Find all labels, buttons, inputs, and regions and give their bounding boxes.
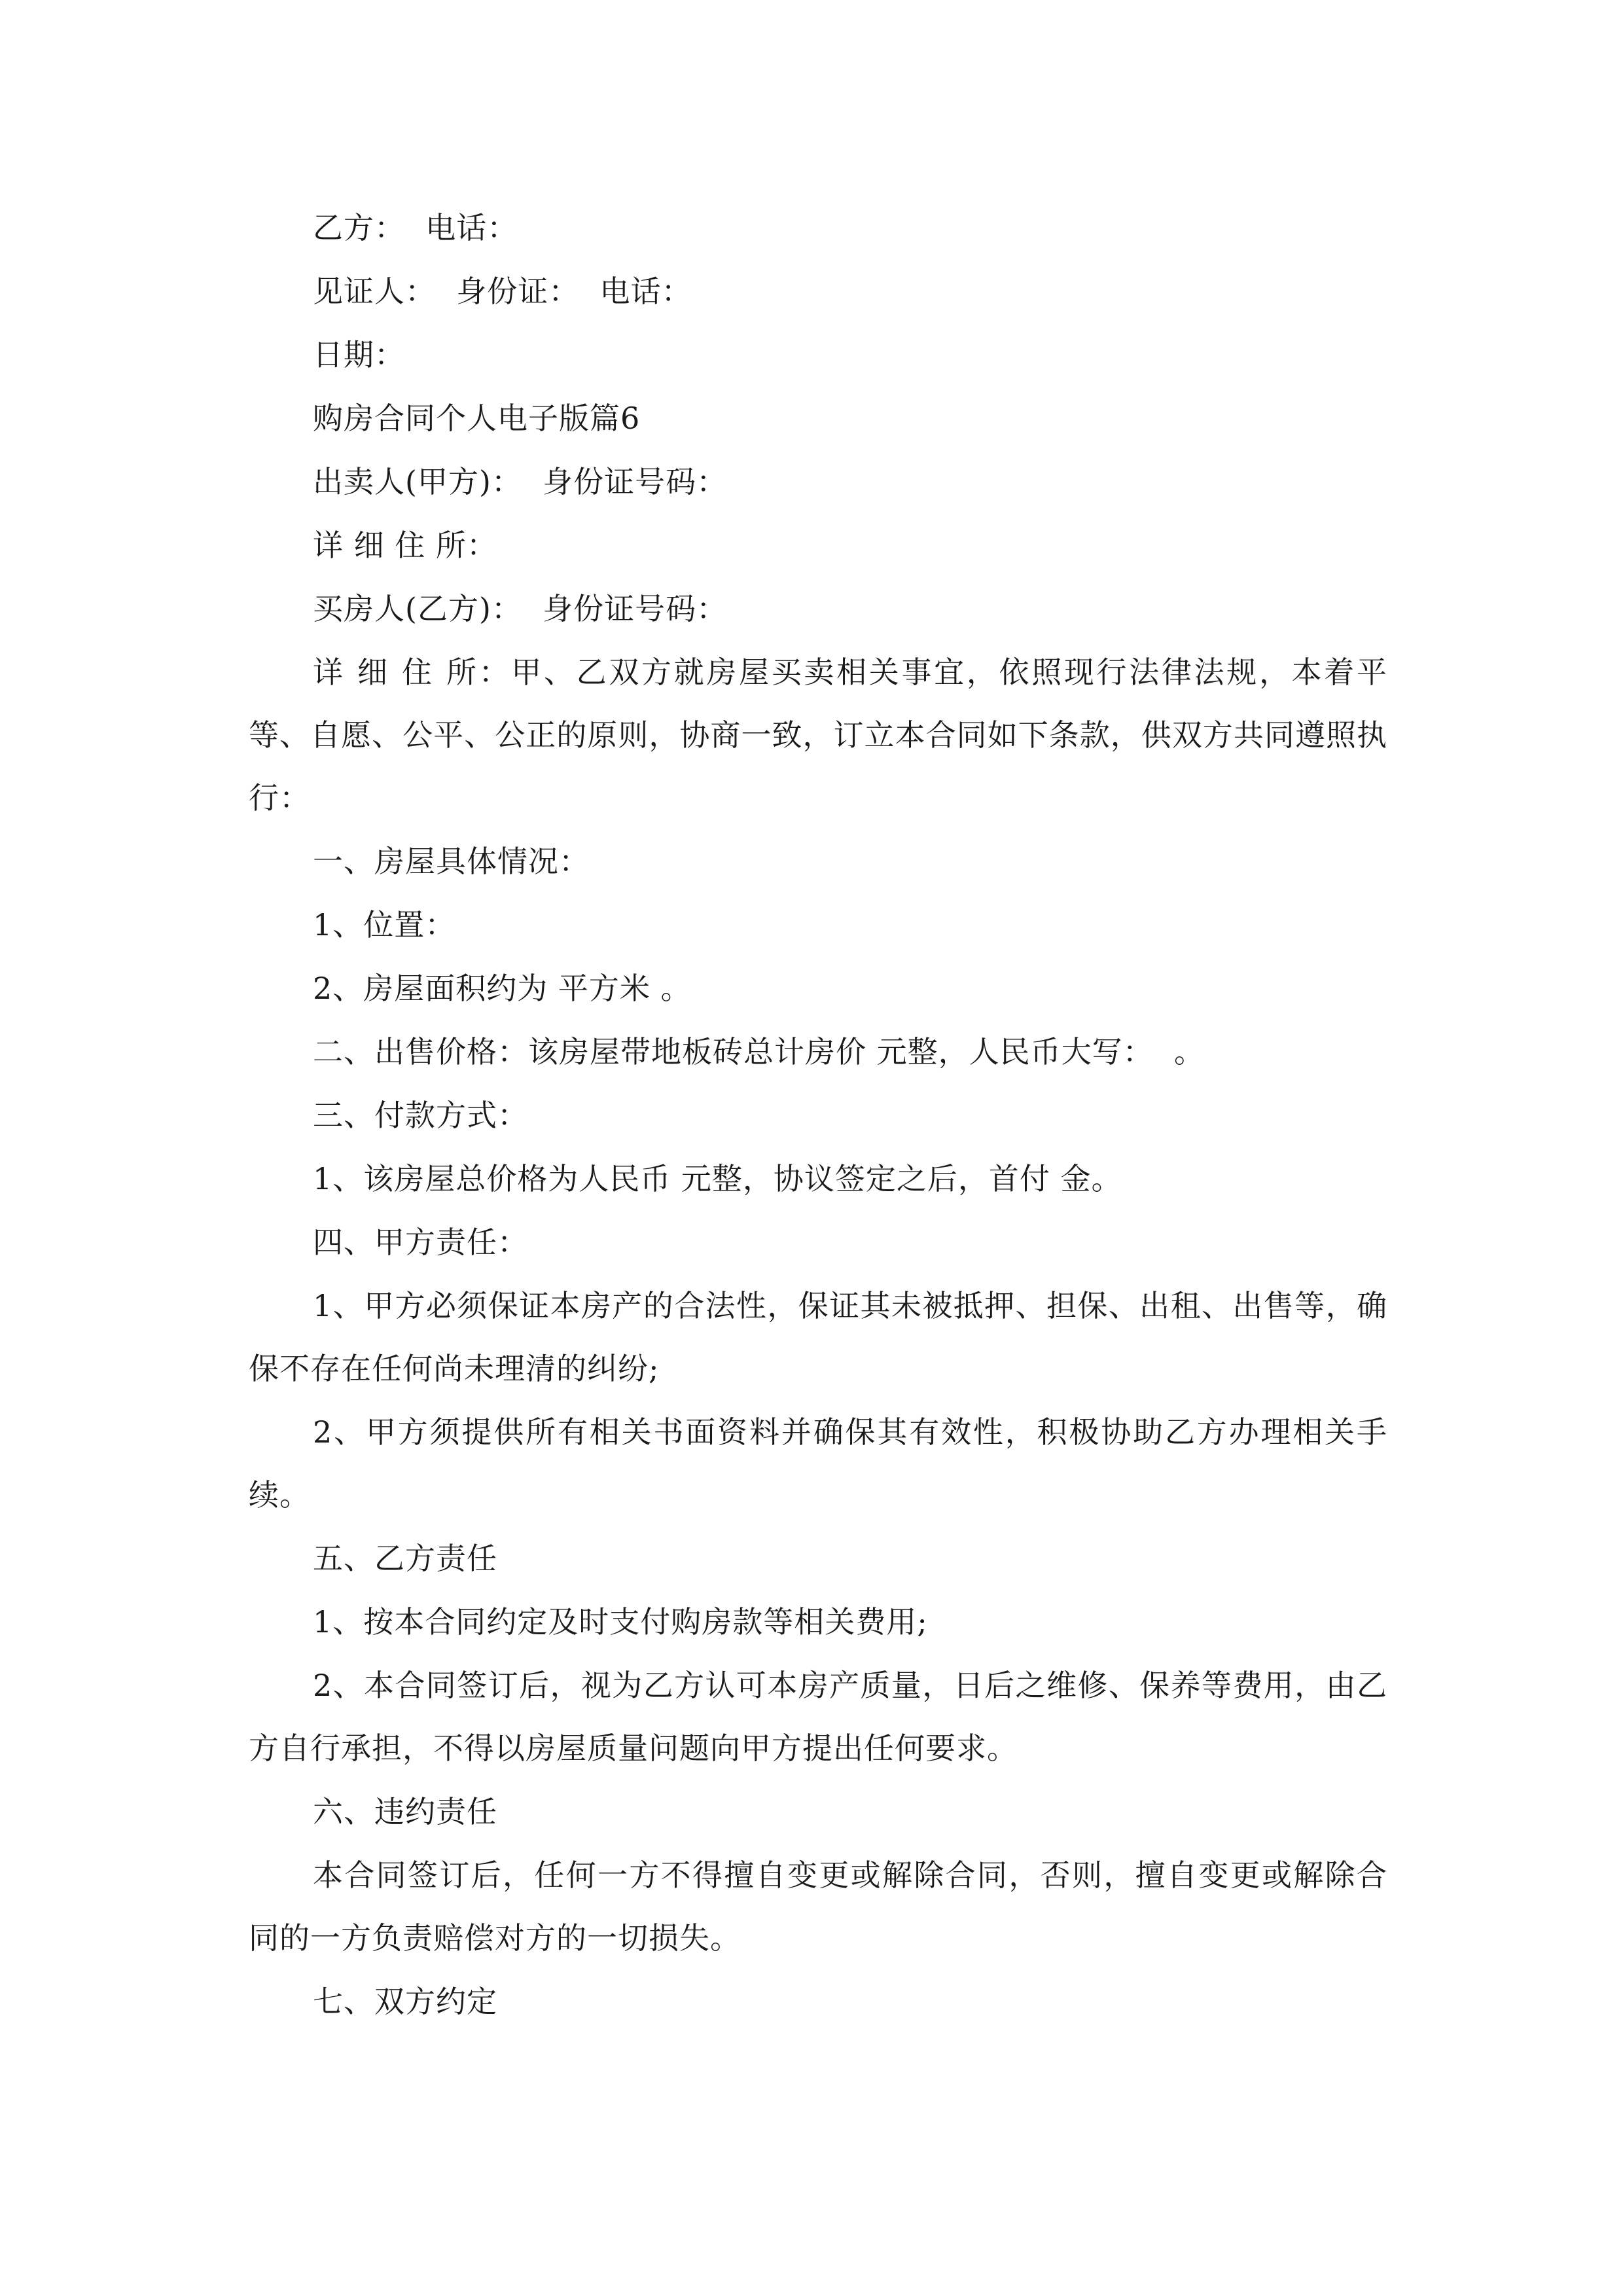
clause-item: 1、甲方必须保证本房产的合法性，保证其未被抵押、担保、出租、出售等，确保不存在任何尚未理清的纠纷; — [249, 1288, 1387, 1386]
buyer-line: 买房人(乙方)： 身份证号码： — [313, 591, 728, 626]
clause-heading: 一、房屋具体情况： — [313, 844, 590, 879]
clause-item: 1、该房屋总价格为人民币 元整，协议签定之后，首付 金。 — [313, 1161, 1122, 1196]
buyer-address-paragraph: 详 细 住 所：甲、乙双方就房屋买卖相关事宜，依照现行法律法规，本着平等、自愿、公平、公正的原则，协商一致，订立本合同如下条款，供双方共同遵照执行： — [249, 655, 1387, 816]
document-body — [249, 196, 1387, 2034]
clause-heading: 四、甲方责任： — [313, 1225, 528, 1260]
section-title: 购房合同个人电子版篇6 — [313, 401, 641, 436]
clause-heading: 五、乙方责任 — [313, 1541, 497, 1576]
clause-item: 2、甲方须提供所有相关书面资料并确保其有效性，积极协助乙方办理相关手续。 — [249, 1414, 1387, 1513]
witness-line: 见证人： 身份证： 电话： — [313, 274, 692, 309]
seller-address-line: 详 细 住 所： — [313, 528, 497, 563]
clause-heading: 三、付款方式： — [313, 1098, 528, 1133]
clause-paragraph: 本合同签订后，任何一方不得擅自变更或解除合同，否则，擅自变更或解除合同的一方负责赔偿对方的一切损失。 — [249, 1857, 1387, 1956]
clause-item: 1、按本合同约定及时支付购房款等相关费用; — [313, 1604, 928, 1640]
clause-heading: 二、出售价格：该房屋带地板砖总计房价 元整，人民币大写： 。 — [313, 1034, 1205, 1069]
clause-item: 1、位置： — [313, 907, 456, 942]
clause-item: 2、房屋面积约为 平方米 。 — [313, 971, 692, 1006]
party-b-line: 乙方： 电话： — [313, 210, 518, 245]
date-line: 日期： — [313, 337, 405, 372]
clause-item: 2、本合同签订后，视为乙方认可本房产质量，日后之维修、保养等费用，由乙方自行承担，不得以房屋质量问题向甲方提出任何要求。 — [249, 1668, 1387, 1766]
clause-heading: 六、违约责任 — [313, 1794, 497, 1829]
clause-heading: 七、双方约定 — [313, 1984, 497, 2019]
seller-line: 出卖人(甲方)： 身份证号码： — [313, 464, 728, 499]
